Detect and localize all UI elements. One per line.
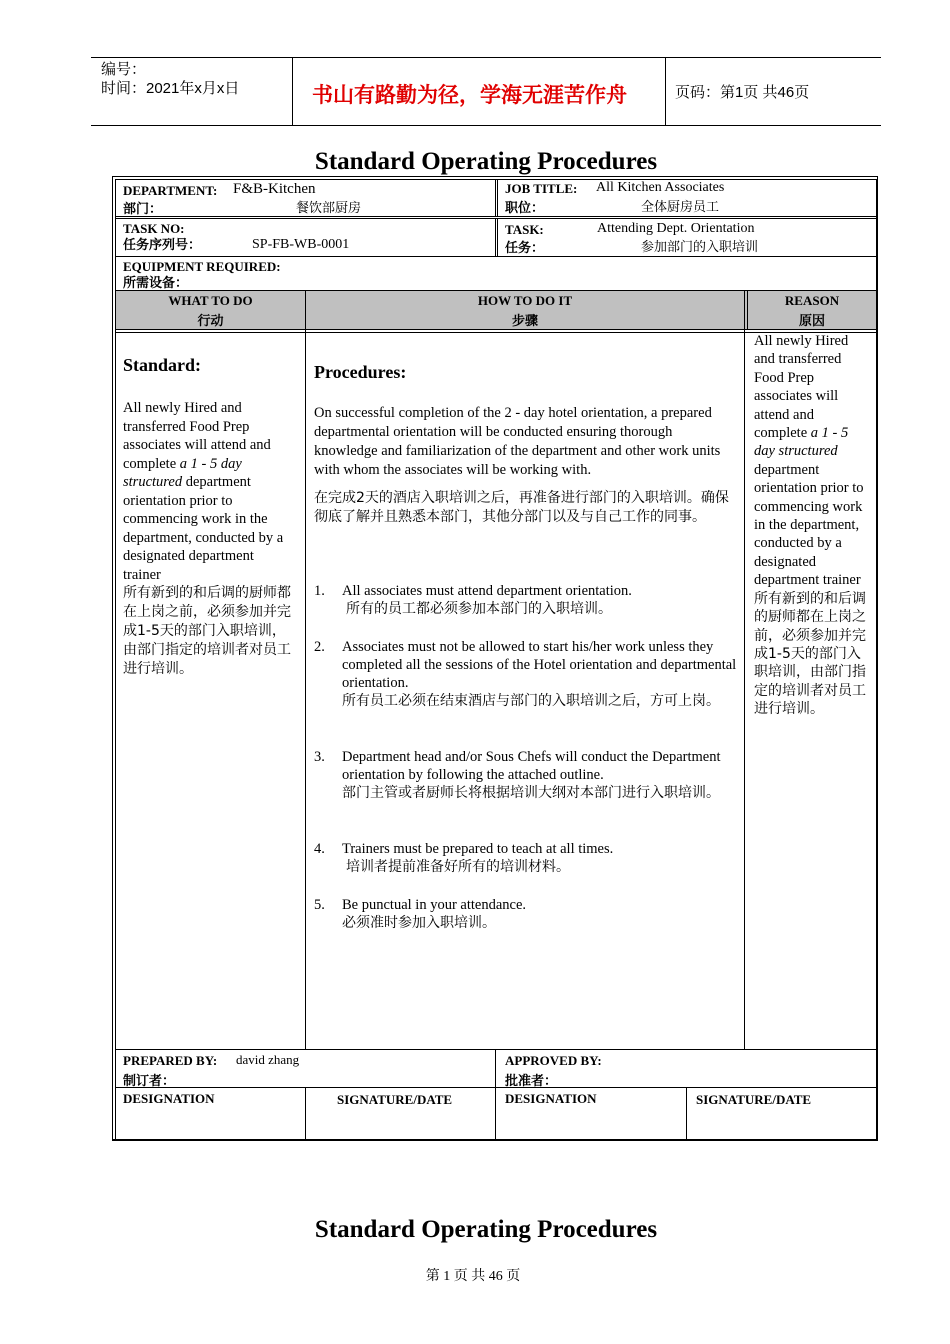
task-value: Attending Dept. Orientation — [597, 221, 755, 236]
list-item: 3. Department head and/or Sous Chefs will conduct the Department orientation by following the attached outline. 部门主管或者厨师长将根据培训大纲对本部门进行入职培训。 — [314, 749, 721, 801]
approved-label-cn: 批准者： — [505, 1074, 558, 1089]
signature-label: SIGNATURE/DATE — [337, 1092, 453, 1107]
procedures-heading: Procedures: — [314, 362, 407, 382]
procedures-intro: On successful completion of the 2 - day hotel orientation, a prepared departmental orientation will be conducted ensuring thorough knowledge and familiarization of the department and other work units with whom the associates will be working with. — [314, 405, 721, 478]
task-no-value: SP-FB-WB-0001 — [252, 237, 350, 252]
department-label: DEPARTMENT: — [123, 183, 218, 198]
designation-label: DESIGNATION — [123, 1091, 215, 1106]
task-value-cn: 参加部门的入职培训 — [641, 240, 759, 255]
standard-text: All newly Hired and transferred Food Prep associates will attend and complete a 1 - 5 day structured department orientation prior to commencing work in the department, conducted by a designated department trainer 所有新到的和后调的厨师都在上岗之前，必须参加并完成1-5天的部门入职培训，由部门指定的培训者对员工进行培训。 — [123, 400, 291, 677]
task-no-label: TASK NO: — [123, 221, 185, 236]
page-footer: 第 1 页 共 46 页 — [425, 1269, 521, 1284]
col-what-cn: 行动 — [197, 314, 224, 329]
prepared-label: PREPARED BY: — [123, 1053, 218, 1068]
equipment-label-cn: 所需设备： — [123, 276, 189, 291]
approved-label: APPROVED BY: — [505, 1053, 602, 1068]
task-no-label-cn: 任务序列号： — [123, 238, 202, 253]
col-what: WHAT TO DO — [168, 293, 253, 308]
motto: 书山有路勤为径，学海无涯苦作舟 — [312, 83, 627, 107]
designation-label-2: DESIGNATION — [505, 1091, 597, 1106]
list-item: 4. Trainers must be prepared to teach at all times. 培训者提前准备好所有的培训材料。 — [314, 841, 614, 875]
department-value-cn: 餐饮部厨房 — [296, 201, 362, 216]
time-label: 时间：2021年x月x日 — [101, 80, 240, 97]
task-label-cn: 任务： — [505, 241, 545, 256]
job-title-label-cn: 职位： — [505, 201, 545, 216]
doc-title-2: Standard Operating Procedures — [314, 1216, 658, 1243]
col-how-cn: 步骤 — [511, 314, 538, 329]
reason-text: All newly Hired and transferred Food Prep associates will attend and complete a 1 - 5 day structured department orientation prior to commencing work in the department, conducted by a designated department trainer 所有新到的和后调的厨师都在上岗之前，必须参加并完成1-5天的部门入职培训，由部门指定的培训者对员工进行培训。 — [754, 333, 866, 718]
col-reason: REASON — [784, 293, 840, 308]
prepared-value: david zhang — [236, 1052, 300, 1067]
job-title-value-cn: 全体厨房员工 — [641, 200, 720, 215]
prepared-label-cn: 制订者： — [123, 1074, 176, 1089]
list-item: 5. Be punctual in your attendance. 必须准时参加入职培训。 — [314, 897, 527, 931]
col-how: HOW TO DO IT — [477, 293, 573, 308]
job-title-label: JOB TITLE: — [505, 181, 578, 196]
department-value: F&B-Kitchen — [233, 181, 316, 197]
job-title-value: All Kitchen Associates — [596, 180, 725, 195]
signature-label-2: SIGNATURE/DATE — [696, 1092, 812, 1107]
task-label: TASK: — [505, 222, 544, 237]
number-label: 编号： — [101, 61, 147, 78]
col-reason-cn: 原因 — [798, 314, 825, 329]
page-label: 页码：第1页 共46页 — [675, 84, 810, 101]
list-item: 1. All associates must attend department orientation. 所有的员工都必须参加本部门的入职培训。 — [314, 583, 632, 617]
doc-title: Standard Operating Procedures — [314, 148, 658, 175]
standard-heading: Standard: — [123, 355, 202, 375]
equipment-label: EQUIPMENT REQUIRED: — [123, 259, 281, 274]
list-item: 2. Associates must not be allowed to start his/her work unless they completed all the sessions of the Hotel orientation and departmental orientation. 所有员工必须在结束酒店与部门的入职培训之后，方可上岗。 — [314, 639, 737, 709]
department-label-cn: 部门： — [123, 202, 163, 217]
procedures-intro-cn: 在完成2天的酒店入职培训之后，再准备进行部门的入职培训。确保彻底了解并且熟悉本部门，其他分部门以及与自己工作的同事。 — [314, 490, 729, 525]
